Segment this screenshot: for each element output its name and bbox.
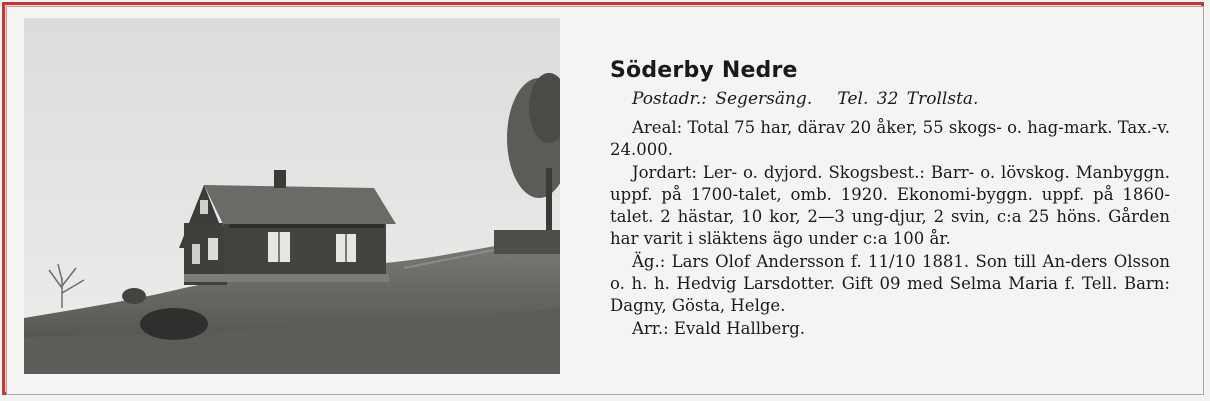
farm-title: Söderby Nedre [610, 58, 798, 83]
postal-address: Postadr.: Segersäng. Tel. 32 Trollsta. [632, 89, 979, 109]
tenant-paragraph: Arr.: Evald Hallberg. [632, 318, 806, 338]
area-paragraph: Areal: Total 75 har, därav 20 åker, 55 skogs- o. hag-mark. Tax.-v. 24.000. [610, 118, 1170, 160]
owner-paragraph: Äg.: Lars Olof Andersson f. 11/10 1881. Son till An-ders Olsson o. h. h. Hedvig Larsdotter. Gift 09 med Selma Maria f. Tell. Barn: Dagny, Gösta, Helge. [610, 251, 1170, 316]
soil-buildings-paragraph: Jordart: Ler- o. dyjord. Skogsbest.: Barr- o. lövskog. Manbyggn. uppf. på 1700-talet, omb. 1920. Ekonomi-byggn. uppf. på 1860-talet. 2 hästar, 10 kor, 2—3 ung-djur, 2 svin, c:a 25 höns. Gården har varit i släktens ägo under c:a 100 år. [610, 162, 1170, 249]
farmhouse-photo [24, 18, 560, 374]
farm-entry [610, 58, 1170, 340]
